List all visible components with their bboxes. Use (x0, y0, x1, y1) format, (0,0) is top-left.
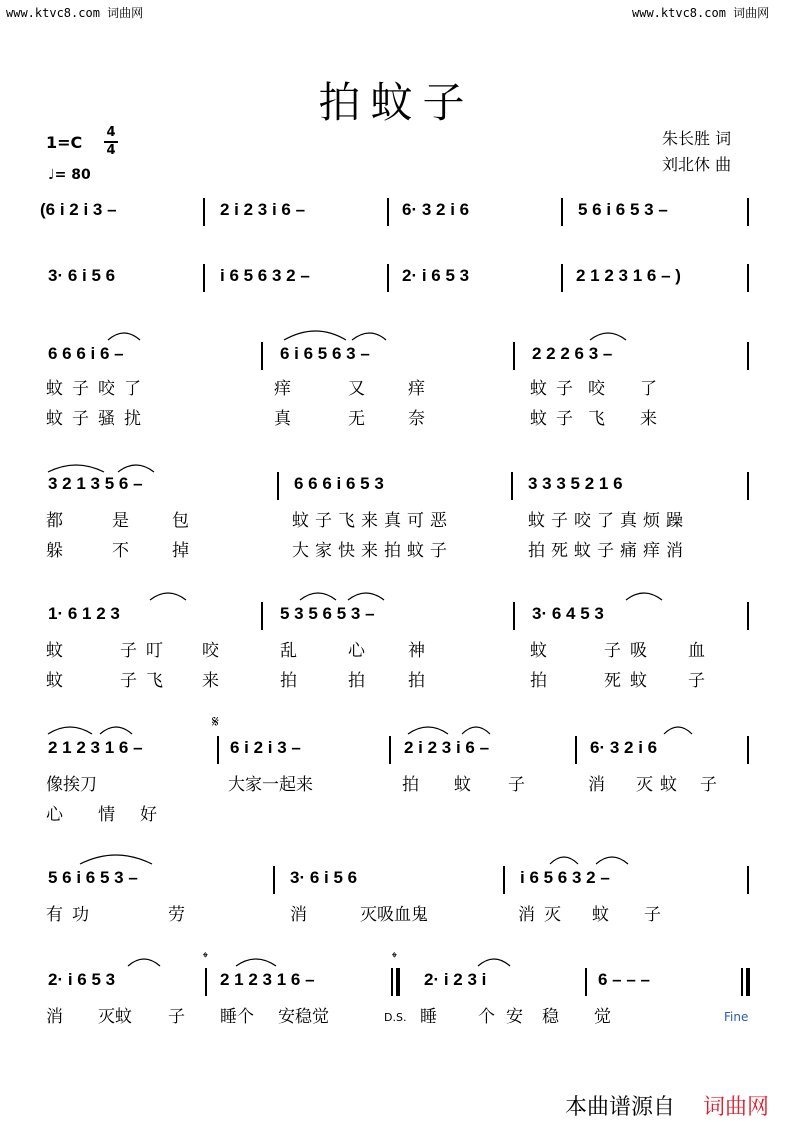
lyric: 又 (348, 379, 365, 399)
lyric: 来 (202, 671, 219, 691)
lyric: 拍 (348, 671, 365, 691)
line7-measure-1: 5 6 i 6 5 3 – (48, 868, 138, 887)
lyric: 心 (348, 641, 365, 661)
line1-measure-4: 5 6 i 6 5 3 – (578, 200, 668, 219)
line3-measure-2: 6 i 6 5 6 3 – (280, 344, 370, 363)
lyric: 灭 (544, 905, 561, 925)
lyric-phrase: 灭蚊 (98, 1007, 132, 1027)
page-title: 拍蚊子 (318, 78, 475, 127)
coda-icon: 𝄌 (392, 950, 397, 966)
line1-measure-3: 6· 3 2 i 6 (402, 200, 470, 219)
tie-slur (236, 959, 276, 966)
line8-measure-3: 2· i 2 3 i (424, 970, 487, 989)
line2-measure-4: 2 1 2 3 1 6 – ) (576, 266, 681, 285)
lyric: 子 (72, 409, 89, 429)
line1-measure-1: (6 i 2 i 3 – (40, 200, 117, 219)
lyric: 子 (168, 1007, 185, 1027)
lyric: 睡 (420, 1007, 437, 1027)
lyric-phrase: 蚊子咬了真烦躁 (528, 511, 689, 531)
line6-measure-3: 2 i 2 3 i 6 – (404, 738, 490, 757)
lyric: 都 (46, 511, 63, 531)
line6-measure-2: 6 i 2 i 3 – (230, 738, 301, 757)
lyric-phrase: 灭吸血鬼 (360, 905, 428, 925)
lyric: 是 (112, 511, 129, 531)
line5-measure-3: 3· 6 4 5 3 (532, 604, 604, 623)
lyric: 了 (124, 379, 141, 399)
tie-slur (626, 593, 662, 600)
line4-measure-2: 6 6 6 i 6 5 3 (294, 474, 384, 493)
lyric: 消 (46, 1007, 63, 1027)
lyric: 消 (290, 905, 307, 925)
lyric: 奈 (408, 409, 425, 429)
lyric: 子 (700, 775, 717, 795)
lyric-phrase: 睡个 (220, 1007, 254, 1027)
dal-segno-marking: D.S. (384, 1011, 407, 1024)
lyric-phrase: 像挨刀 (46, 775, 97, 795)
tie-slur (352, 333, 386, 340)
lyric: 包 (172, 511, 189, 531)
lyric: 蚊 (454, 775, 471, 795)
watermark-right: www.ktvc8.com 词曲网 (632, 6, 770, 20)
lyric: 子 (644, 905, 661, 925)
line5-measure-2: 5 3 5 6 5 3 – (280, 604, 375, 623)
lyric: 蚊 (660, 775, 677, 795)
tie-slur (300, 593, 336, 600)
lyric: 有 (46, 905, 63, 925)
lyric: 叮 (146, 641, 163, 661)
lyric: 功 (72, 905, 89, 925)
lyric: 拍 (408, 671, 425, 691)
lyric-phrase: 拍死蚊子痛痒消 (528, 541, 689, 561)
lyric: 骚 (98, 409, 115, 429)
line4-measure-1: 3 2 1 3 5 6 – (48, 474, 143, 493)
lyric: 情 (98, 805, 115, 825)
lyric: 咬 (588, 379, 605, 399)
fine-marking: Fine (724, 1010, 749, 1024)
watermark-left: www.ktvc8.com 词曲网 (6, 6, 144, 20)
line8-measure-2: 2 1 2 3 1 6 – (220, 970, 315, 989)
lyric: 蚊 (46, 379, 63, 399)
tie-slur (128, 959, 160, 966)
line6-measure-4: 6· 3 2 i 6 (590, 738, 658, 757)
line7-measure-2: 3· 6 i 5 6 (290, 868, 358, 887)
lyric: 蚊 (46, 409, 63, 429)
lyric: 飞 (588, 409, 605, 429)
coda-icon: 𝄌 (203, 950, 208, 966)
lyric: 拍 (402, 775, 419, 795)
tie-slur (108, 333, 140, 340)
lyric: 了 (640, 379, 657, 399)
lyric: 心 (46, 805, 63, 825)
line5-measure-1: 1· 6 1 2 3 (48, 604, 120, 623)
lyric: 个 (478, 1007, 495, 1027)
lyric: 蚊 (46, 641, 63, 661)
lyric: 消 (518, 905, 535, 925)
lyric: 安 (506, 1007, 523, 1027)
line3-measure-3: 2 2 2 6 3 – (532, 344, 613, 363)
time-signature-top: 4 (106, 125, 116, 140)
lyric: 蚊 (530, 641, 547, 661)
line7-measure-3: i 6 5 6 3 2 – (520, 868, 610, 887)
lyric-phrase: 大家快来拍蚊子 (292, 541, 453, 561)
tie-slur (100, 727, 132, 734)
line3-measure-1: 6 6 6 i 6 – (48, 344, 124, 363)
lyric: 拍 (530, 671, 547, 691)
lyric: 子 (120, 641, 137, 661)
lyric: 血 (688, 641, 705, 661)
lyric: 乱 (280, 641, 297, 661)
line6-measure-1: 2 1 2 3 1 6 – (48, 738, 143, 757)
tie-slur (118, 465, 154, 472)
tie-slur (590, 333, 626, 340)
lyric-phrase: 大家一起来 (228, 775, 313, 795)
lyric: 躲 (46, 541, 63, 561)
tie-slur (80, 855, 152, 864)
lyric: 稳 (542, 1007, 559, 1027)
tie-slur (664, 727, 692, 734)
tie-slur (150, 593, 186, 600)
quarter-note-icon: ♩ (48, 167, 55, 183)
tie-slur (550, 857, 578, 864)
lyric: 子 (508, 775, 525, 795)
lyric: 不 (112, 541, 129, 561)
line2-measure-3: 2· i 6 5 3 (402, 266, 470, 285)
lyric: 飞 (146, 671, 163, 691)
lyric: 消 (588, 775, 605, 795)
line8-measure-1: 2· i 6 5 3 (48, 970, 116, 989)
lyric: 无 (348, 409, 365, 429)
lyric: 灭 (636, 775, 653, 795)
tie-slur (48, 465, 104, 472)
source-brand-link[interactable]: 词曲网 (703, 1095, 770, 1120)
lyric: 觉 (594, 1007, 611, 1027)
lyric: 子 (556, 379, 573, 399)
tempo-value: = 80 (54, 167, 91, 183)
tie-slur (348, 593, 384, 600)
lyric: 扰 (124, 409, 141, 429)
lyric: 拍 (280, 671, 297, 691)
line1-measure-2: 2 i 2 3 i 6 – (220, 200, 306, 219)
lyric: 子 (688, 671, 705, 691)
lyric: 痒 (408, 379, 425, 399)
lyric: 痒 (274, 379, 291, 399)
lyric: 神 (408, 641, 425, 661)
lyric: 子 (556, 409, 573, 429)
lyric: 咬 (98, 379, 115, 399)
time-signature-bottom: 4 (106, 143, 116, 158)
line2-measure-1: 3· 6 i 5 6 (48, 266, 116, 285)
line8-measure-4: 6 – – – (598, 970, 650, 989)
lyric: 来 (640, 409, 657, 429)
composer-credit: 刘北休 曲 (662, 155, 732, 174)
tie-slur (478, 959, 510, 966)
lyric: 吸 (630, 641, 647, 661)
line2-measure-2: i 6 5 6 3 2 – (220, 266, 310, 285)
lyric-phrase: 蚊子飞来真可恶 (292, 511, 453, 531)
tie-slur (408, 727, 448, 734)
lyric: 真 (274, 409, 291, 429)
source-label: 本曲谱源自 (565, 1095, 676, 1120)
lyric: 蚊 (46, 671, 63, 691)
lyric: 掉 (172, 541, 189, 561)
lyric: 死 (604, 671, 621, 691)
lyric: 好 (140, 805, 157, 825)
lyric: 子 (72, 379, 89, 399)
lyric: 劳 (168, 905, 185, 925)
lyric: 蚊 (630, 671, 647, 691)
lyric: 子 (120, 671, 137, 691)
lyric: 咬 (202, 641, 219, 661)
tie-slur (462, 727, 490, 734)
lyricist-credit: 朱长胜 词 (662, 129, 732, 148)
tie-slur (596, 857, 628, 864)
line4-measure-3: 3 3 3 5 2 1 6 (528, 474, 623, 493)
key-signature: 1=C (46, 133, 83, 152)
lyric: 子 (604, 641, 621, 661)
segno-icon: 𝄋 (212, 712, 219, 731)
lyric: 蚊 (592, 905, 609, 925)
lyric-phrase: 安稳觉 (278, 1007, 329, 1027)
lyric: 蚊 (530, 379, 547, 399)
tie-slur (48, 727, 92, 734)
lyric: 蚊 (530, 409, 547, 429)
tie-slur (284, 331, 346, 340)
